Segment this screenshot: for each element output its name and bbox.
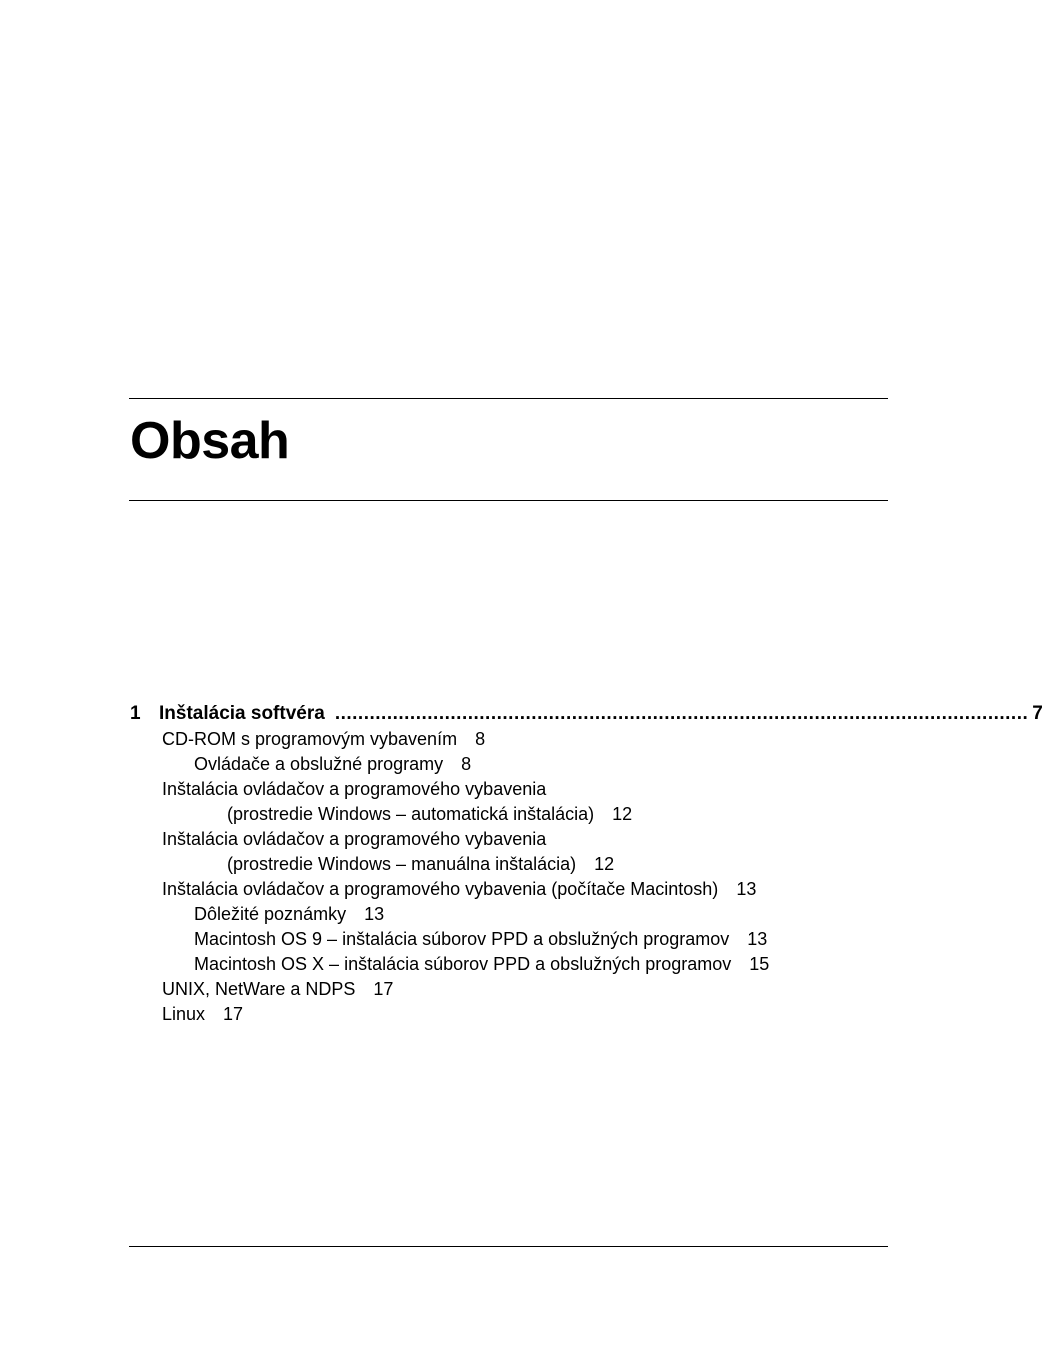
- toc-entry-title: CD-ROM s programovým vybavením: [162, 729, 458, 749]
- chapter-title: Inštalácia softvéra: [159, 703, 325, 724]
- toc-entry[interactable]: [130, 827, 870, 852]
- toc-entry-title: Dôležité poznámky: [194, 904, 347, 924]
- toc-entry[interactable]: [130, 752, 870, 777]
- toc-entry-continuation[interactable]: [130, 852, 870, 877]
- dot-leader: ........................................................................................................................: [334, 703, 1029, 724]
- toc-entry[interactable]: [130, 777, 870, 802]
- toc-entry-continuation[interactable]: [130, 802, 870, 827]
- table-of-contents: [130, 701, 1043, 1027]
- chapter-number: 1: [130, 703, 141, 724]
- toc-entry-title: Macintosh OS X – inštalácia súborov PPD a obslužných programov: [194, 954, 732, 974]
- toc-entry[interactable]: [130, 927, 870, 952]
- chapter-page-number: 7: [1032, 703, 1043, 724]
- toc-entry[interactable]: [130, 877, 870, 902]
- footer-rule: [129, 1246, 888, 1247]
- toc-entry-page: 8: [461, 754, 472, 774]
- toc-entry[interactable]: [130, 902, 870, 927]
- toc-entry[interactable]: [130, 727, 870, 752]
- toc-entry-title: (prostredie Windows – manuálna inštalácia): [227, 854, 577, 874]
- toc-entry-title: Ovládače a obslužné programy: [194, 754, 444, 774]
- toc-entry-page: 13: [364, 904, 385, 924]
- toc-entry-title: UNIX, NetWare a NDPS: [162, 979, 356, 999]
- toc-entry-title: Macintosh OS 9 – inštalácia súborov PPD a obslužných programov: [194, 929, 730, 949]
- toc-entry-page: 8: [475, 729, 486, 749]
- toc-entry-page: 17: [373, 979, 394, 999]
- toc-entry-title: (prostredie Windows – automatická inštalácia): [227, 804, 595, 824]
- title-rule: [129, 500, 888, 501]
- toc-entry-page: 15: [749, 954, 770, 974]
- page-title: Obsah: [130, 412, 290, 470]
- toc-entry-title: Inštalácia ovládačov a programového vybavenia (počítače Macintosh): [162, 879, 719, 899]
- toc-entry-title: Inštalácia ovládačov a programového vybavenia: [162, 829, 547, 849]
- toc-entry-title: Inštalácia ovládačov a programového vybavenia: [162, 779, 547, 799]
- toc-entry[interactable]: [130, 1002, 870, 1027]
- toc-entry[interactable]: [130, 952, 870, 977]
- toc-entry-page: 12: [594, 854, 615, 874]
- toc-entry-page: 17: [223, 1004, 244, 1024]
- toc-entry-page: 13: [747, 929, 768, 949]
- toc-entry-page: 12: [612, 804, 633, 824]
- toc-chapter-entry[interactable]: [130, 701, 1043, 727]
- toc-entry[interactable]: [130, 977, 870, 1002]
- top-rule: [129, 398, 888, 399]
- toc-entry-page: 13: [736, 879, 757, 899]
- toc-entry-title: Linux: [162, 1004, 206, 1024]
